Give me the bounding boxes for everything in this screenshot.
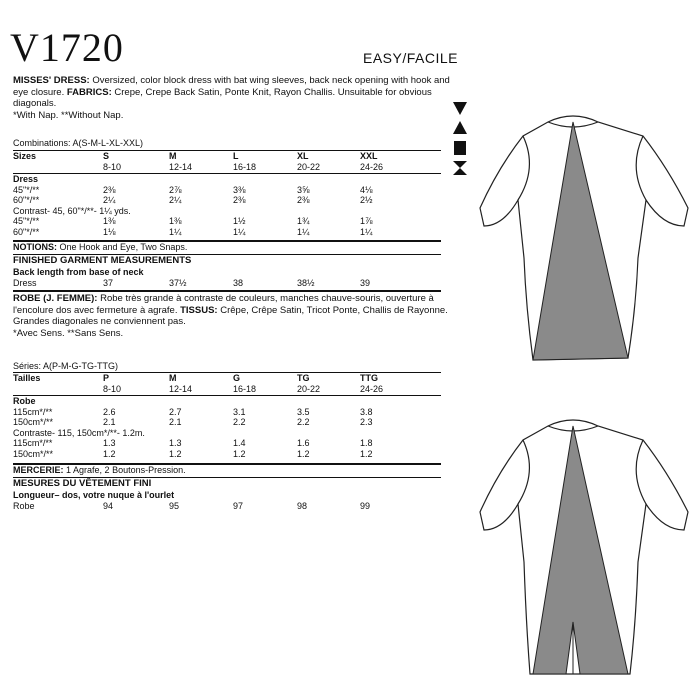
table-row xyxy=(13,449,420,460)
row-label: Robe xyxy=(13,501,35,511)
table-row xyxy=(13,438,420,449)
cell: 2⅞ xyxy=(169,184,182,195)
back-length-label: Longueur– dos, votre nuque à l'ourlet xyxy=(13,490,175,500)
notions-body: 1 Agrafe, 2 Boutons-Pression. xyxy=(66,465,186,475)
table-row xyxy=(13,227,420,238)
table-row xyxy=(13,407,420,418)
cell: 1.3 xyxy=(103,438,116,448)
cell: 3.8 xyxy=(360,406,373,417)
table-row xyxy=(13,417,420,428)
cell: 1.2 xyxy=(297,448,310,459)
row-label: 115cm*/** xyxy=(13,438,53,448)
french-yardage-table xyxy=(13,373,420,394)
cell: 39 xyxy=(360,278,371,288)
back-length-label: Back length from base of neck xyxy=(13,267,144,277)
cell: 1⅜ xyxy=(169,216,182,226)
french-description xyxy=(13,293,453,339)
english-combinations: Combinations: A(S-M-L-XL-XXL) xyxy=(13,138,144,148)
sizes-label: Sizes xyxy=(13,151,37,161)
cell: 3⅝ xyxy=(297,184,310,195)
cell: 3⅜ xyxy=(233,184,246,195)
finished-title: FINISHED GARMENT MEASUREMENTS xyxy=(13,255,192,266)
cell: 1.6 xyxy=(297,438,310,448)
notions-body: One Hook and Eye, Two Snaps. xyxy=(59,242,188,252)
cell: 2.2 xyxy=(233,417,246,427)
english-notions xyxy=(13,242,187,252)
cell: 2.7 xyxy=(169,406,182,417)
nap-icons xyxy=(452,100,470,180)
size-range: 20-22 xyxy=(297,383,321,394)
cell: 1.2 xyxy=(169,448,182,459)
table-row xyxy=(13,501,420,512)
size-name: P xyxy=(103,373,110,383)
english-dress-table xyxy=(13,174,420,237)
cell: 98 xyxy=(297,501,308,511)
row-label: 60"*/** xyxy=(13,226,40,237)
table-row xyxy=(13,396,420,407)
size-range: 12-14 xyxy=(169,161,193,172)
table-row xyxy=(13,206,420,217)
table-row xyxy=(13,384,420,395)
difficulty-label: EASY/FACILE xyxy=(363,50,458,66)
french-desc-body: Robe très grande à contraste de couleurs, manches chauve-souris, ouverture à l'encolure dos avec fermeture à agrafe. xyxy=(13,293,434,316)
table-row xyxy=(13,216,420,227)
english-yardage-table xyxy=(13,151,420,172)
french-nap-note: *Avec Sens. **Sans Sens. xyxy=(13,327,124,339)
cell: 1¼ xyxy=(233,226,246,237)
notions-label: MERCERIE: xyxy=(13,465,64,475)
cell: 95 xyxy=(169,501,180,511)
cell: 1¼ xyxy=(297,226,310,237)
size-range: 8-10 xyxy=(103,383,122,394)
cell: 1¼ xyxy=(169,226,182,237)
cell: 99 xyxy=(360,501,371,511)
size-name: L xyxy=(233,151,239,161)
cell: 94 xyxy=(103,501,114,511)
size-range: 24-26 xyxy=(360,161,384,172)
divider xyxy=(13,290,441,292)
cell: 1.2 xyxy=(103,448,116,459)
table-row xyxy=(13,185,420,196)
size-range: 20-22 xyxy=(297,161,321,172)
cell: 3.5 xyxy=(297,406,310,417)
row-label: 60"*/** xyxy=(13,195,40,205)
size-range: 24-26 xyxy=(360,383,384,394)
cell: 1¼ xyxy=(360,226,373,237)
size-range: 16-18 xyxy=(233,161,257,172)
english-description xyxy=(13,75,453,121)
table-row xyxy=(13,428,420,439)
cell: 2⅜ xyxy=(297,195,310,205)
cell: 1⅛ xyxy=(103,226,116,237)
cell: 37 xyxy=(103,278,114,288)
cell: 38 xyxy=(233,278,244,288)
english-desc-body: Oversized, color block dress with bat wing sleeves, back neck opening with hook and eye closure. xyxy=(13,75,450,98)
sizes-label: Tailles xyxy=(13,373,41,383)
size-name: M xyxy=(169,373,177,383)
table-row xyxy=(13,278,420,289)
size-name: TG xyxy=(297,373,310,383)
french-combinations: Séries: A(P-M-G-TG-TTG) xyxy=(13,361,118,371)
nap-up-icon xyxy=(452,120,468,136)
cell: 1.8 xyxy=(360,438,373,448)
dress-label: Dress xyxy=(13,174,39,184)
cell: 2⅜ xyxy=(103,184,116,195)
row-label: 150cm*/** xyxy=(13,448,54,459)
table-row xyxy=(13,151,420,162)
cell: 2½ xyxy=(360,195,373,205)
cell: 2.1 xyxy=(103,417,116,427)
row-label: 150cm*/** xyxy=(13,417,54,427)
size-name: XXL xyxy=(360,151,378,161)
cell: 1.2 xyxy=(233,448,246,459)
cell: 1⅞ xyxy=(360,216,373,226)
size-range: 12-14 xyxy=(169,383,193,394)
english-nap-note: *With Nap. **Without Nap. xyxy=(13,109,124,121)
row-label: 45"*/** xyxy=(13,216,40,226)
french-desc-title: ROBE (J. FEMME): xyxy=(13,293,98,304)
cell: 2.3 xyxy=(360,417,373,427)
hourglass-icon xyxy=(452,160,468,176)
english-desc-title: MISSES' DRESS: xyxy=(13,75,90,86)
cell: 1.4 xyxy=(233,438,246,448)
cell: 97 xyxy=(233,501,244,511)
french-dress-table xyxy=(13,396,420,459)
french-fabrics-label: TISSUS: xyxy=(180,304,218,316)
french-finished-table xyxy=(13,501,420,512)
english-fabrics-body: Crepe, Crepe Back Satin, Ponte Knit, Rayon Challis. Unsuitable for obvious diagonals. xyxy=(13,86,432,109)
contrast-label: Contrast- 45, 60"*/**- 1¼ yds. xyxy=(13,205,131,216)
notions-label: NOTIONS: xyxy=(13,242,57,252)
cell: 2.2 xyxy=(297,417,310,427)
size-name: M xyxy=(169,151,177,161)
cell: 4⅛ xyxy=(360,184,373,195)
english-finished-table xyxy=(13,278,420,289)
table-row xyxy=(13,162,420,173)
cell: 1.3 xyxy=(169,438,182,448)
table-row xyxy=(13,174,420,185)
cell: 2.6 xyxy=(103,406,116,417)
cell: 2¼ xyxy=(103,195,116,205)
size-range: 8-10 xyxy=(103,161,122,172)
french-fabrics-body: Crêpe, Crêpe Satin, Tricot Ponte, Challis de Rayonne. Grandes diagonales ne conviennent pas. xyxy=(13,304,448,327)
french-notions xyxy=(13,465,186,475)
contrast-label: Contraste- 115, 150cm*/**- 1.2m. xyxy=(13,427,145,438)
size-range: 16-18 xyxy=(233,383,257,394)
nap-down-icon xyxy=(452,100,468,116)
finished-title: MESURES DU VÊTEMENT FINI xyxy=(13,478,152,489)
cell: 1.2 xyxy=(360,448,373,459)
row-label: 45"*/** xyxy=(13,184,40,195)
size-name: XL xyxy=(297,151,309,161)
size-name: S xyxy=(103,151,110,161)
english-fabrics-label: FABRICS: xyxy=(66,86,112,98)
size-name: TTG xyxy=(360,373,378,383)
table-row xyxy=(13,195,420,206)
size-name: G xyxy=(233,373,241,383)
row-label: Dress xyxy=(13,278,37,288)
cell: 3.1 xyxy=(233,406,246,417)
cell: 37½ xyxy=(169,278,187,288)
cell: 1⅜ xyxy=(103,216,116,226)
cell: 1¾ xyxy=(297,216,310,226)
dress-label: Robe xyxy=(13,396,36,406)
table-row xyxy=(13,373,420,384)
row-label: 115cm*/** xyxy=(13,406,53,417)
dress-illustration-back-2 xyxy=(478,412,698,682)
cell: 38½ xyxy=(297,278,315,288)
cell: 2⅜ xyxy=(233,195,246,205)
cell: 1½ xyxy=(233,216,246,226)
dress-illustration-back-1 xyxy=(478,108,698,368)
pattern-number: V1720 xyxy=(10,25,124,70)
no-nap-icon xyxy=(452,140,468,156)
cell: 2.1 xyxy=(169,417,182,427)
cell: 2¼ xyxy=(169,195,182,205)
